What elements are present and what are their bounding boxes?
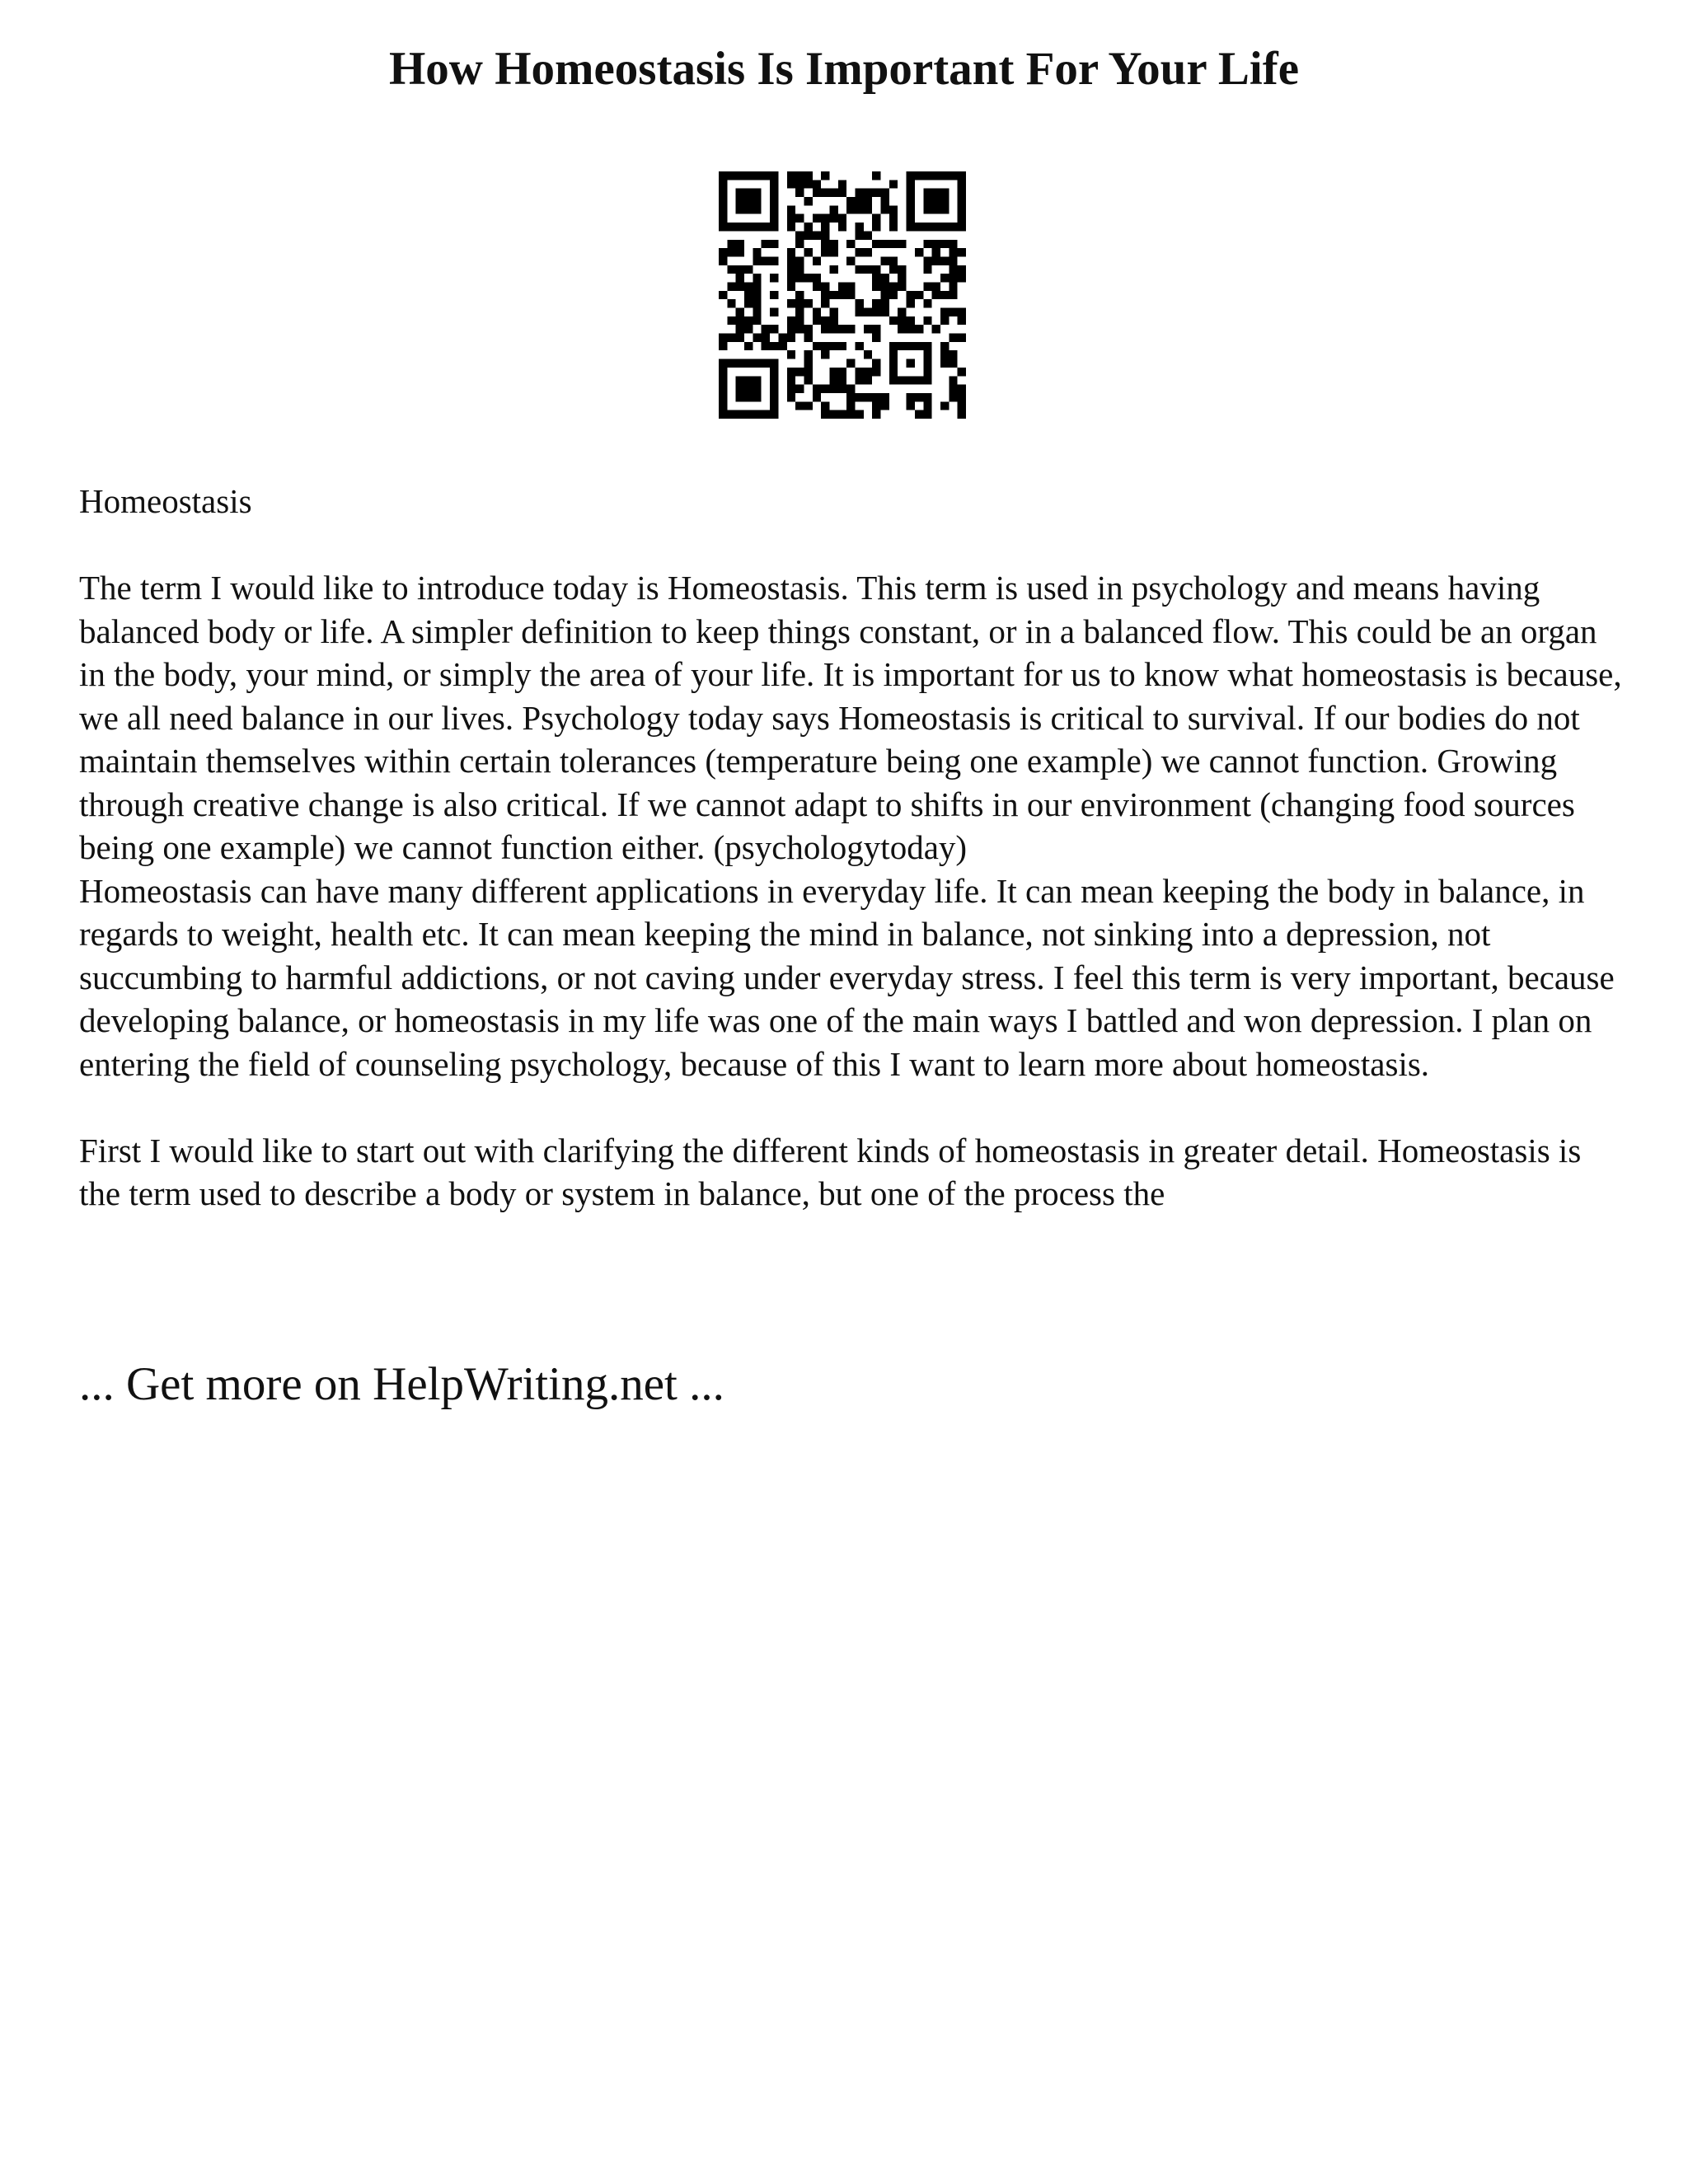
page-title: How Homeostasis Is Important For Your Life: [388, 43, 1300, 95]
paragraph: The term I would like to introduce today is Homeostasis. This term is used in psychology and means having balanced body or life. A simpler definition to keep things constant, or in a balanced flow. This could be an organ in the body, your mind, or simply the area of your life. It is important for us to know what homeostasis is because, we all need balance in our lives. Psychology today says Homeostasis is critical to survival. If our bodies do not maintain themselves within certain tolerances (temperature being one example) we cannot function. Growing through creative change is also critical. If we cannot adapt to shifts in our environment (changing food sources being one example) we cannot function either. (psychologytoday): [79, 569, 1622, 866]
qr-code-icon: [719, 171, 966, 419]
article-body: [79, 480, 1629, 1216]
section-heading: Homeostasis: [79, 482, 252, 520]
spacer: [79, 1085, 1629, 1129]
qr-code: [719, 171, 966, 419]
get-more-link[interactable]: ... Get more on HelpWriting.net ...: [79, 1358, 724, 1410]
spacer: [79, 523, 1629, 567]
paragraph: Homeostasis can have many different applications in everyday life. It can mean keeping the body in balance, in regards to weight, health etc. It can mean keeping the mind in balance, not sinking into a depression, not succumbing to harmful addictions, or not caving under everyday stress. I feel this term is very important, because developing balance, or homeostasis in my life was one of the main ways I battled and won depression. I plan on entering the field of counseling psychology, because of this I want to learn more about homeostasis.: [79, 871, 1615, 1083]
paragraph: First I would like to start out with clarifying the different kinds of homeostasis in greater detail. Homeostasis is the term used to describe a body or system in balance, but one of the process the: [79, 1131, 1582, 1212]
